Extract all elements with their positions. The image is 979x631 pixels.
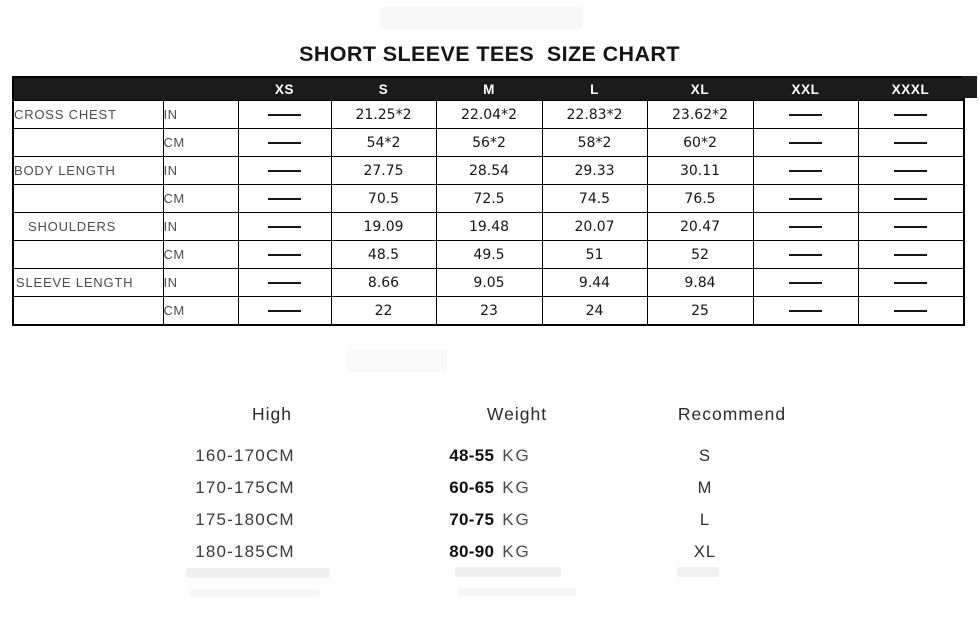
col-header-xs: XS xyxy=(238,77,331,101)
size-cell: 8.66 xyxy=(331,269,436,297)
header-bar-overhang xyxy=(962,76,977,98)
size-cell: 24 xyxy=(542,297,647,326)
ghost-artifact xyxy=(380,7,583,29)
no-value-dash xyxy=(789,170,822,172)
size-cell xyxy=(238,157,331,185)
weight-unit: KG xyxy=(502,510,531,529)
size-cell xyxy=(238,101,331,129)
measure-label xyxy=(13,297,163,326)
no-value-dash xyxy=(894,142,927,144)
size-cell: 23 xyxy=(436,297,542,326)
unit-label: IN xyxy=(163,213,238,241)
no-value-dash xyxy=(894,282,927,284)
fit-row xyxy=(120,440,800,472)
size-cell: 54*2 xyxy=(331,129,436,157)
unit-label: CM xyxy=(163,241,238,269)
size-cell: 22 xyxy=(331,297,436,326)
size-cell xyxy=(858,185,964,213)
table-row xyxy=(13,213,964,241)
fit-row xyxy=(120,472,800,504)
no-value-dash xyxy=(789,142,822,144)
unit-label: IN xyxy=(163,101,238,129)
size-cell xyxy=(238,269,331,297)
size-cell: 72.5 xyxy=(436,185,542,213)
size-cell xyxy=(238,129,331,157)
size-cell: 49.5 xyxy=(436,241,542,269)
header-spacer xyxy=(163,77,238,101)
ghost-artifact xyxy=(347,350,447,372)
table-row xyxy=(13,185,964,213)
size-cell: 48.5 xyxy=(331,241,436,269)
page-title: SHORT SLEEVE TEES SIZE CHART xyxy=(299,42,680,66)
weight-unit: KG xyxy=(502,478,531,497)
measure-label: SLEEVE LENGTH xyxy=(13,269,163,297)
size-cell xyxy=(858,297,964,326)
col-header-l: L xyxy=(542,77,647,101)
size-cell: 58*2 xyxy=(542,129,647,157)
weight-range xyxy=(370,446,610,466)
no-value-dash xyxy=(268,114,301,116)
size-cell xyxy=(753,241,858,269)
size-cell: 76.5 xyxy=(647,185,753,213)
size-cell: 23.62*2 xyxy=(647,101,753,129)
size-cell xyxy=(753,129,858,157)
height-range: 160-170CM xyxy=(195,446,295,465)
no-value-dash xyxy=(894,198,927,200)
unit-label: CM xyxy=(163,185,238,213)
size-cell xyxy=(753,101,858,129)
size-cell xyxy=(858,101,964,129)
weight-value: 80-90 xyxy=(449,542,495,561)
unit-label: CM xyxy=(163,297,238,326)
fit-recommendation-table xyxy=(120,402,800,568)
ghost-artifact xyxy=(458,588,576,596)
ghost-artifact xyxy=(186,568,330,578)
size-cell xyxy=(858,129,964,157)
size-cell: 28.54 xyxy=(436,157,542,185)
ghost-artifact xyxy=(190,589,320,597)
size-cell xyxy=(753,157,858,185)
size-cell xyxy=(858,157,964,185)
no-value-dash xyxy=(894,170,927,172)
measure-label xyxy=(13,129,163,157)
col-header-xl: XL xyxy=(647,77,753,101)
recommended-size: M xyxy=(697,478,713,497)
weight-value: 60-65 xyxy=(449,478,495,497)
no-value-dash xyxy=(268,170,301,172)
size-cell: 9.05 xyxy=(436,269,542,297)
size-header-row xyxy=(13,77,964,101)
fit-row xyxy=(120,536,800,568)
size-cell: 20.07 xyxy=(542,213,647,241)
height-range: 175-180CM xyxy=(195,510,295,529)
table-row xyxy=(13,129,964,157)
size-cell: 60*2 xyxy=(647,129,753,157)
size-cell: 74.5 xyxy=(542,185,647,213)
size-cell: 30.11 xyxy=(647,157,753,185)
size-cell: 22.04*2 xyxy=(436,101,542,129)
table-row xyxy=(13,157,964,185)
no-value-dash xyxy=(789,226,822,228)
size-cell xyxy=(753,213,858,241)
weight-range xyxy=(370,542,610,562)
header-spacer xyxy=(13,77,163,101)
size-cell: 19.09 xyxy=(331,213,436,241)
size-cell: 52 xyxy=(647,241,753,269)
table-row xyxy=(13,241,964,269)
fit-header-row xyxy=(120,402,800,426)
size-cell: 27.75 xyxy=(331,157,436,185)
size-cell: 21.25*2 xyxy=(331,101,436,129)
size-cell xyxy=(858,269,964,297)
table-row xyxy=(13,269,964,297)
height-range: 170-175CM xyxy=(195,478,295,497)
size-cell xyxy=(858,241,964,269)
weight-value: 70-75 xyxy=(449,510,495,529)
unit-label: CM xyxy=(163,129,238,157)
no-value-dash xyxy=(894,310,927,312)
size-cell: 22.83*2 xyxy=(542,101,647,129)
no-value-dash xyxy=(894,226,927,228)
weight-unit: KG xyxy=(502,446,531,465)
ghost-artifact xyxy=(455,567,561,577)
size-cell: 51 xyxy=(542,241,647,269)
no-value-dash xyxy=(894,254,927,256)
height-range: 180-185CM xyxy=(195,542,295,561)
recommended-size: XL xyxy=(693,542,717,561)
recommended-size: L xyxy=(699,510,711,529)
no-value-dash xyxy=(268,310,301,312)
unit-label: IN xyxy=(163,269,238,297)
no-value-dash xyxy=(789,254,822,256)
size-cell xyxy=(238,297,331,326)
size-cell xyxy=(753,269,858,297)
col-header-xxl: XXL xyxy=(753,77,858,101)
measure-label: BODY LENGTH xyxy=(13,157,163,185)
size-cell xyxy=(238,241,331,269)
no-value-dash xyxy=(789,198,822,200)
no-value-dash xyxy=(268,282,301,284)
ghost-artifact xyxy=(677,567,719,577)
no-value-dash xyxy=(789,282,822,284)
size-cell: 20.47 xyxy=(647,213,753,241)
size-cell xyxy=(238,185,331,213)
size-cell: 70.5 xyxy=(331,185,436,213)
size-cell: 56*2 xyxy=(436,129,542,157)
size-table xyxy=(12,76,965,326)
table-row xyxy=(13,101,964,129)
size-cell: 9.44 xyxy=(542,269,647,297)
table-row xyxy=(13,297,964,326)
size-cell: 29.33 xyxy=(542,157,647,185)
col-header-m: M xyxy=(436,77,542,101)
measure-label xyxy=(13,241,163,269)
col-header-s: S xyxy=(331,77,436,101)
weight-range xyxy=(370,478,610,498)
size-cell: 25 xyxy=(647,297,753,326)
no-value-dash xyxy=(789,310,822,312)
measure-label: CROSS CHEST xyxy=(13,101,163,129)
size-cell: 19.48 xyxy=(436,213,542,241)
no-value-dash xyxy=(268,254,301,256)
no-value-dash xyxy=(268,226,301,228)
no-value-dash xyxy=(789,114,822,116)
unit-label: IN xyxy=(163,157,238,185)
no-value-dash xyxy=(268,142,301,144)
fit-header-high: High xyxy=(252,403,292,424)
fit-header-weight: Weight xyxy=(486,403,548,424)
fit-header-recommend: Recommend xyxy=(677,403,787,424)
no-value-dash xyxy=(894,114,927,116)
fit-row xyxy=(120,504,800,536)
size-cell xyxy=(238,213,331,241)
weight-range xyxy=(370,510,610,530)
size-cell xyxy=(753,297,858,326)
no-value-dash xyxy=(268,198,301,200)
measure-label xyxy=(13,185,163,213)
size-cell: 9.84 xyxy=(647,269,753,297)
measure-label: SHOULDERS xyxy=(13,213,163,241)
weight-value: 48-55 xyxy=(449,446,495,465)
size-cell xyxy=(858,213,964,241)
size-cell xyxy=(753,185,858,213)
col-header-xxxl: XXXL xyxy=(858,77,964,101)
weight-unit: KG xyxy=(502,542,531,561)
recommended-size: S xyxy=(698,446,711,465)
